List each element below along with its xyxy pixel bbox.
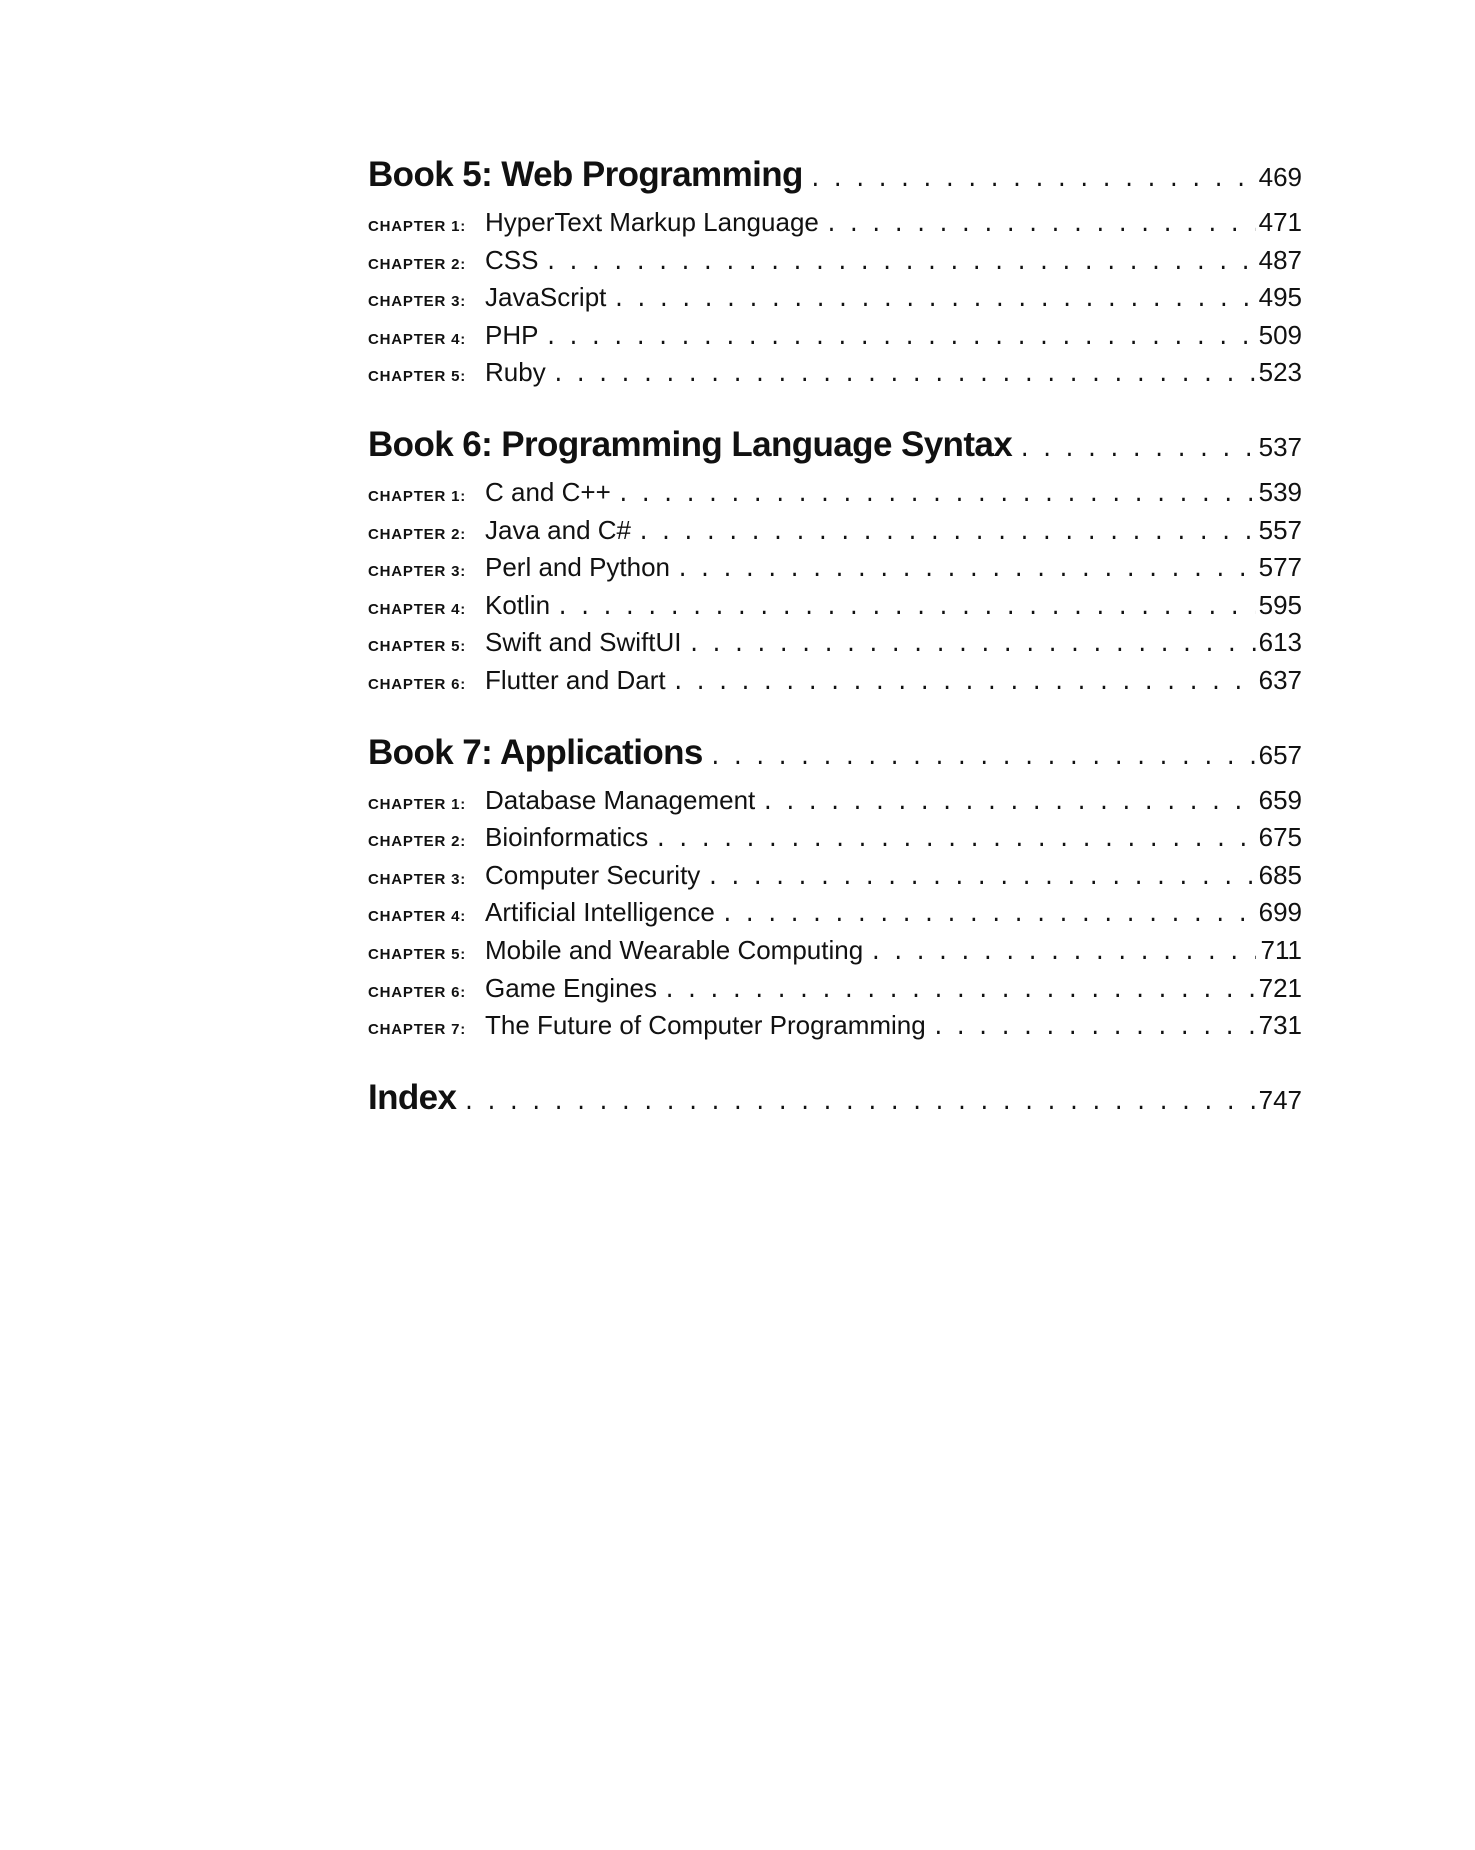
chapter-entry[interactable]	[368, 1010, 1302, 1048]
chapter-entry[interactable]	[368, 590, 1302, 628]
dot-leader	[546, 363, 1256, 388]
page-number: 487	[1258, 244, 1302, 275]
page-number: 495	[1258, 282, 1302, 313]
table-of-contents	[368, 155, 1302, 1130]
page-number: 537	[1258, 431, 1302, 462]
chapter-label: CHAPTER 6:	[368, 983, 467, 1001]
chapter-title: Database Management	[485, 784, 756, 815]
chapter-title: Bioinformatics	[485, 822, 649, 853]
dot-leader	[682, 633, 1256, 658]
chapter-label: CHAPTER 2:	[368, 255, 467, 273]
dot-leader	[703, 746, 1256, 771]
dot-leader	[819, 213, 1256, 238]
book-title: Book 5: Web Programming	[368, 155, 803, 194]
book-title: Book 7: Applications	[368, 732, 703, 772]
chapter-title: Game Engines	[485, 972, 657, 1003]
chapter-label: CHAPTER 4:	[368, 330, 467, 348]
book-entry[interactable]	[368, 425, 1302, 477]
chapter-label: CHAPTER 5:	[368, 945, 467, 963]
dot-leader	[611, 483, 1256, 508]
dot-leader	[700, 866, 1256, 891]
chapter-label: CHAPTER 3:	[368, 870, 467, 888]
chapter-entry[interactable]	[368, 785, 1302, 823]
page-number: 659	[1258, 784, 1302, 815]
dot-leader	[863, 941, 1256, 966]
chapter-entry[interactable]	[368, 935, 1302, 973]
chapter-entry[interactable]	[368, 207, 1302, 245]
dot-leader	[538, 251, 1256, 276]
chapter-entry[interactable]	[368, 897, 1302, 935]
dot-leader	[657, 979, 1256, 1004]
dot-leader	[1012, 438, 1256, 463]
chapter-label: CHAPTER 6:	[368, 675, 467, 693]
chapter-entry[interactable]	[368, 357, 1302, 395]
dot-leader	[666, 671, 1256, 696]
chapter-title: Mobile and Wearable Computing	[485, 934, 864, 965]
page-number: 523	[1258, 357, 1302, 388]
index-title: Index	[368, 1077, 457, 1117]
book-section	[368, 425, 1302, 703]
chapter-entry[interactable]	[368, 860, 1302, 898]
chapter-title: The Future of Computer Programming	[485, 1010, 926, 1041]
chapter-entry[interactable]	[368, 282, 1302, 320]
dot-leader	[538, 326, 1256, 351]
chapter-entry[interactable]	[368, 320, 1302, 358]
page-number: 747	[1258, 1084, 1302, 1115]
chapter-title: PHP	[485, 319, 539, 350]
page-number: 613	[1258, 627, 1302, 658]
chapter-label: CHAPTER 2:	[368, 525, 467, 543]
dot-leader	[803, 168, 1256, 193]
chapter-label: CHAPTER 2:	[368, 833, 467, 851]
chapter-label: CHAPTER 5:	[368, 368, 467, 386]
chapter-label: CHAPTER 1:	[368, 795, 467, 813]
chapter-label: CHAPTER 4:	[368, 908, 467, 926]
page-number: 509	[1258, 319, 1302, 350]
page-number: 595	[1258, 589, 1302, 620]
chapter-entry[interactable]	[368, 552, 1302, 590]
page-number: 577	[1258, 552, 1302, 583]
page-number: 685	[1258, 859, 1302, 890]
chapter-label: CHAPTER 5:	[368, 638, 467, 656]
page-number: 675	[1258, 822, 1302, 853]
chapter-label: CHAPTER 4:	[368, 600, 467, 618]
chapter-label: CHAPTER 1:	[368, 218, 467, 235]
chapter-title: Perl and Python	[485, 552, 671, 583]
dot-leader	[715, 903, 1256, 928]
page-number: 699	[1258, 897, 1302, 928]
chapter-entry[interactable]	[368, 822, 1302, 860]
chapter-entry[interactable]	[368, 245, 1302, 283]
chapter-entry[interactable]	[368, 973, 1302, 1011]
page-number: 657	[1258, 739, 1302, 770]
dot-leader	[456, 1091, 1256, 1116]
chapter-title: Kotlin	[485, 589, 551, 620]
book-section	[368, 155, 1302, 395]
page-number: 471	[1258, 207, 1302, 237]
page-number: 721	[1258, 972, 1302, 1003]
book-entry[interactable]	[368, 733, 1302, 785]
dot-leader	[670, 558, 1256, 583]
chapter-title: Flutter and Dart	[485, 664, 666, 695]
chapter-entry[interactable]	[368, 477, 1302, 515]
index-entry[interactable]	[368, 1078, 1302, 1130]
page-number: 469	[1258, 162, 1302, 192]
chapter-entry[interactable]	[368, 627, 1302, 665]
index-section	[368, 1078, 1302, 1130]
chapter-label: CHAPTER 7:	[368, 1021, 467, 1039]
chapter-title: Artificial Intelligence	[485, 897, 715, 928]
page-number: 711	[1260, 934, 1302, 965]
chapter-title: JavaScript	[485, 282, 607, 313]
chapter-title: HyperText Markup Language	[485, 207, 819, 237]
book-title: Book 6: Programming Language Syntax	[368, 424, 1013, 464]
chapter-title: C and C++	[485, 476, 611, 507]
chapter-title: Computer Security	[485, 859, 701, 890]
chapter-label: CHAPTER 1:	[368, 487, 467, 505]
dot-leader	[648, 828, 1256, 853]
chapter-label: CHAPTER 3:	[368, 293, 467, 311]
chapter-title: Java and C#	[485, 514, 631, 545]
page-number: 637	[1258, 664, 1302, 695]
page-number: 557	[1258, 514, 1302, 545]
dot-leader	[631, 521, 1256, 546]
chapter-title: Swift and SwiftUI	[485, 627, 682, 658]
dot-leader	[755, 791, 1256, 816]
chapter-entry[interactable]	[368, 665, 1302, 703]
chapter-title: Ruby	[485, 357, 546, 388]
chapter-entry[interactable]	[368, 515, 1302, 553]
page-number: 539	[1258, 476, 1302, 507]
book-section	[368, 733, 1302, 1048]
book-entry[interactable]	[368, 155, 1302, 207]
chapter-label: CHAPTER 3:	[368, 563, 467, 581]
page-number: 731	[1258, 1010, 1302, 1041]
chapter-title: CSS	[485, 244, 539, 275]
dot-leader	[606, 288, 1256, 313]
dot-leader	[926, 1016, 1256, 1041]
dot-leader	[550, 596, 1256, 621]
